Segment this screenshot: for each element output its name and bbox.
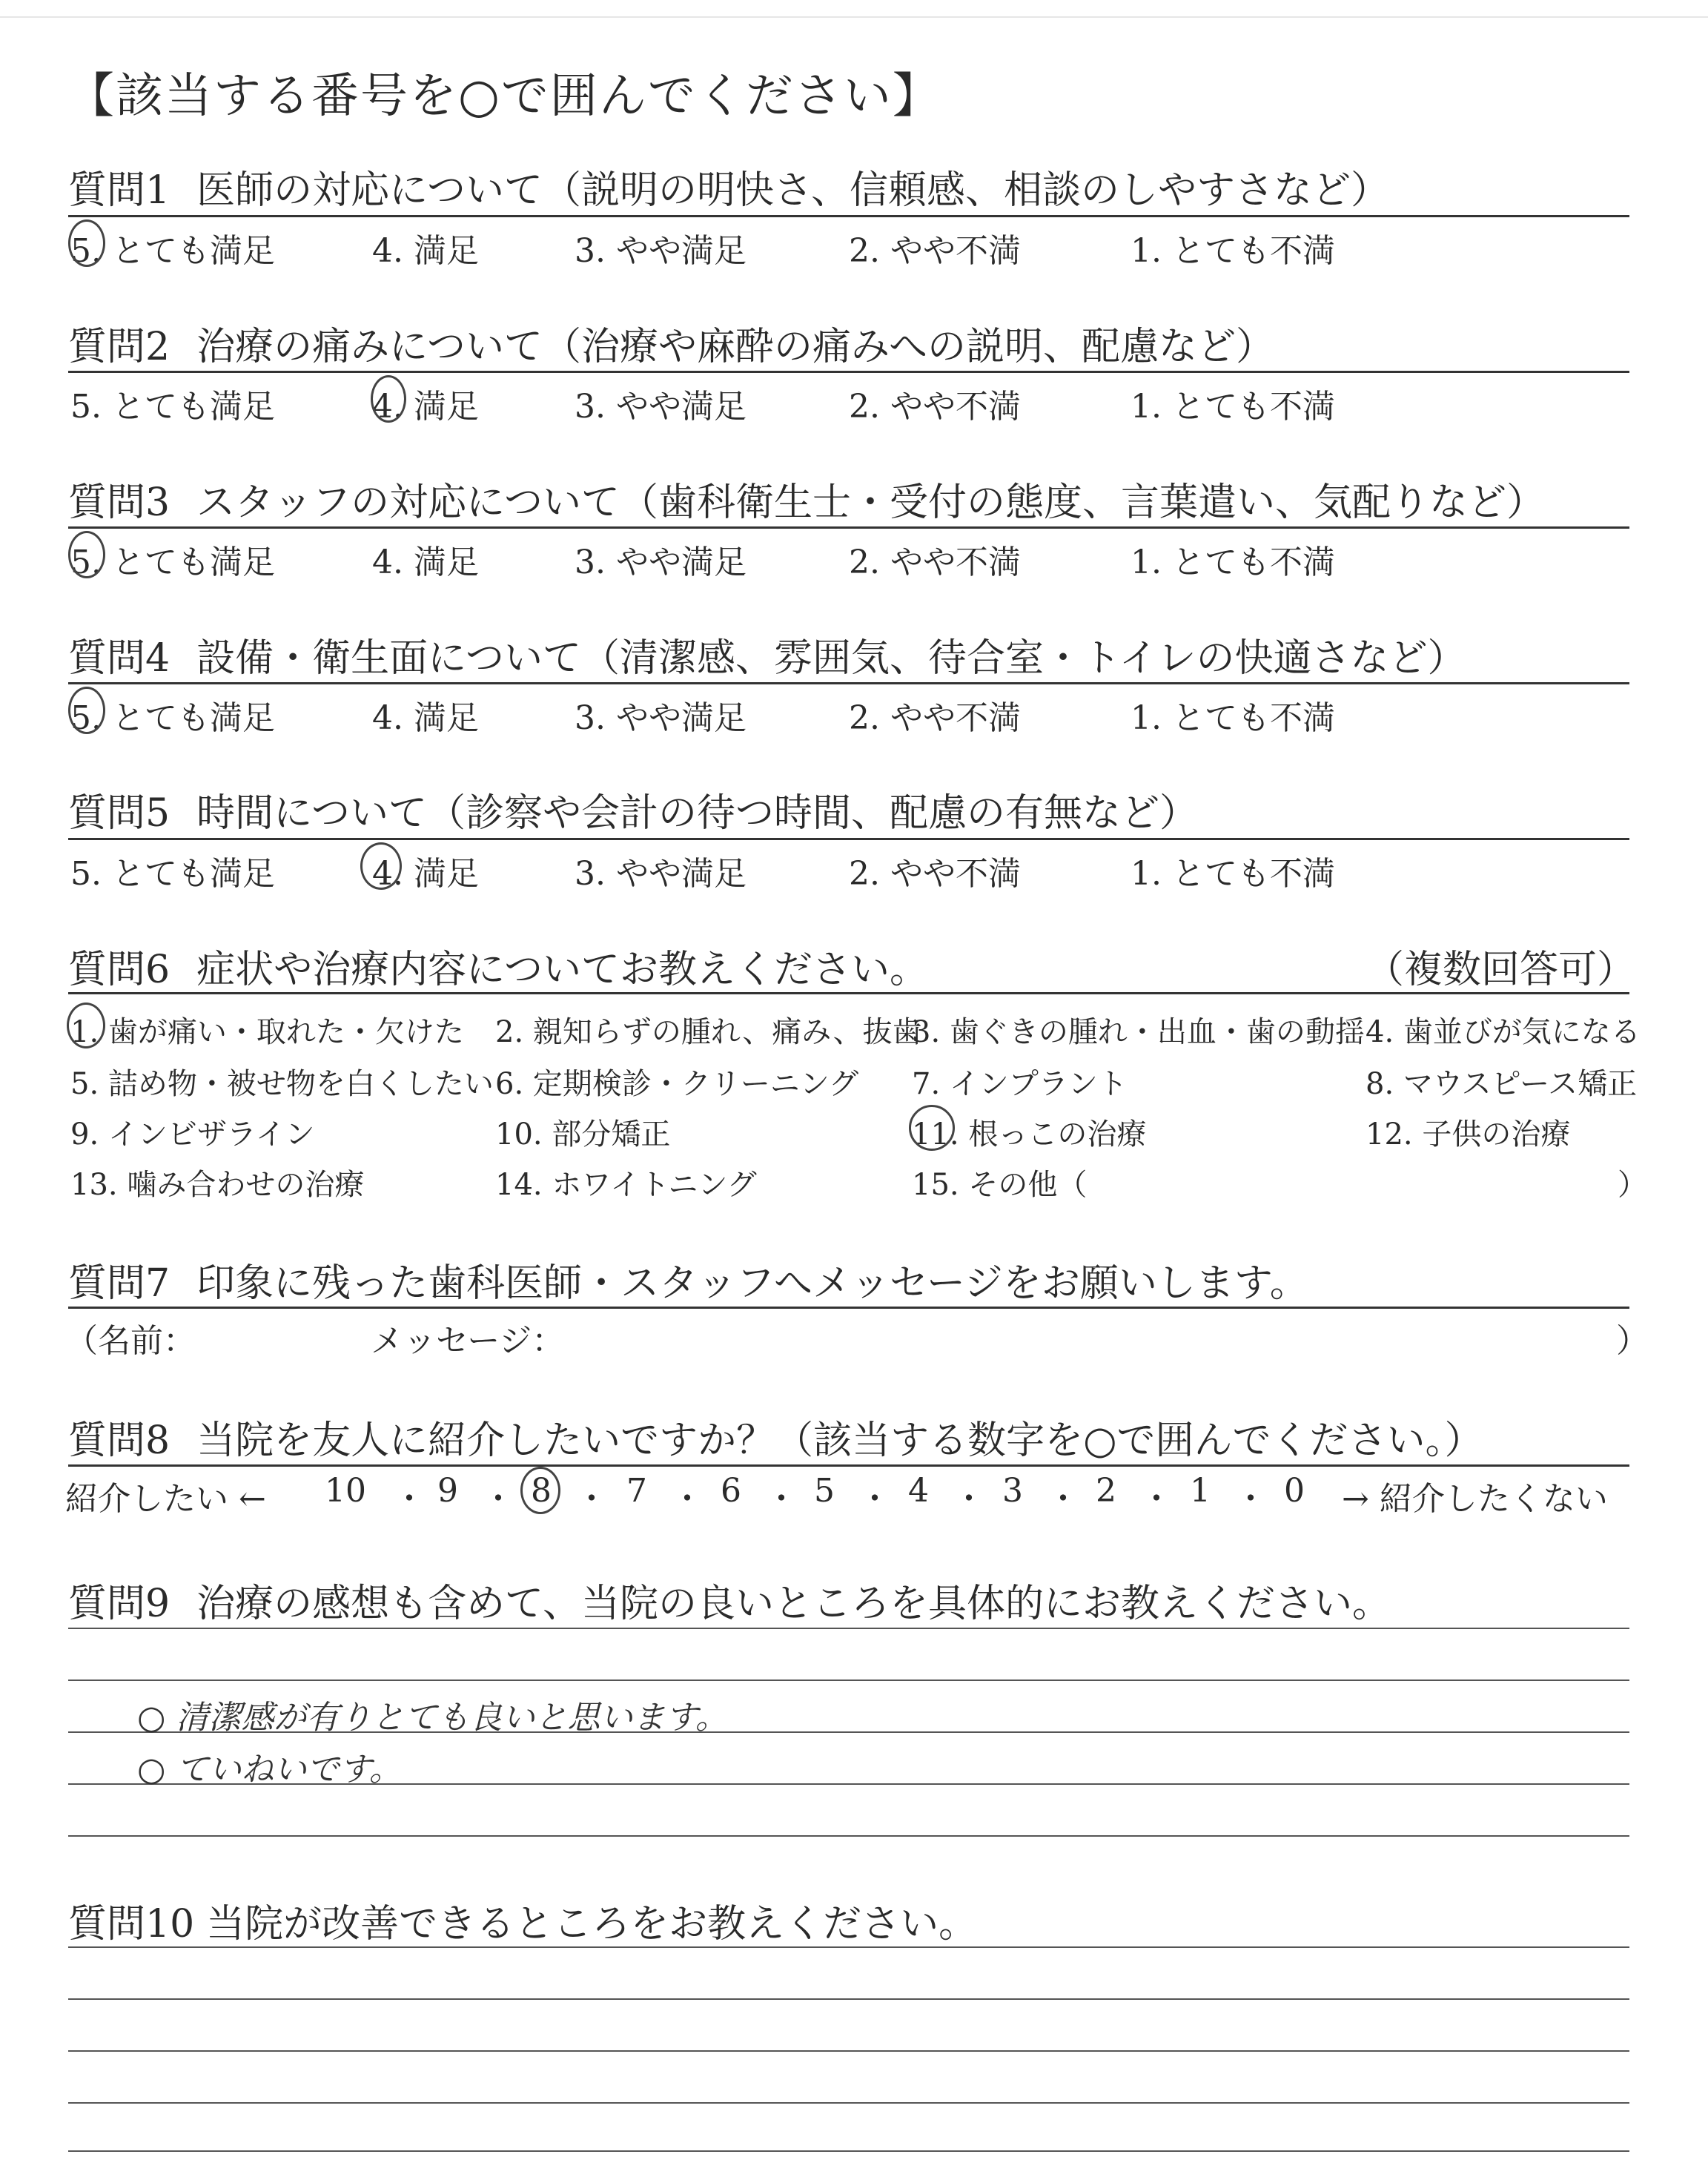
q8-number-5[interactable]: 5 [814, 1472, 835, 1510]
q4-selection-circle [68, 687, 105, 734]
q1-option-4[interactable]: 4. 満足 [372, 232, 479, 270]
q2-option-3[interactable]: 3. やや満足 [575, 388, 747, 426]
q2-option-4[interactable]: 4. 満足 [372, 388, 479, 426]
question-6-note: （複数回答可） [1366, 948, 1636, 992]
question-10-label: 質問10 [68, 1902, 195, 1946]
q1-selection-circle [68, 219, 105, 267]
q10-answer-line [68, 1998, 1629, 2000]
question-3-rule [68, 526, 1629, 529]
q6-item-1[interactable]: 1. 歯が痛い・取れた・欠けた [70, 1015, 464, 1049]
question-5 [68, 782, 1198, 837]
q5-selection-circle [360, 842, 402, 890]
q8-number-10[interactable]: 10 [325, 1472, 366, 1510]
question-4-text: 設備・衛生面について（清潔感、雰囲気、待合室・トイレの快適さなど） [196, 636, 1466, 681]
q1-option-2[interactable]: 2. やや不満 [849, 232, 1021, 270]
question-3 [68, 471, 1545, 526]
q6-item-15-close: ） [1618, 1168, 1647, 1202]
q7-name-label: （名前： [65, 1322, 196, 1360]
q2-option-1[interactable]: 1. とても不満 [1131, 388, 1335, 426]
question-7-text: 印象に残った歯科医師・スタッフへメッセージをお願いします。 [196, 1261, 1308, 1306]
q6-item-9[interactable]: 9. インビザライン [70, 1117, 315, 1152]
question-9 [68, 1572, 1391, 1628]
q8-dot: ・ [858, 1480, 891, 1518]
q6-item-11[interactable]: 11. 根っこの治療 [912, 1117, 1147, 1152]
q8-number-4[interactable]: 4 [908, 1472, 929, 1510]
q8-number-7[interactable]: 7 [626, 1472, 647, 1510]
q8-dot: ・ [953, 1480, 985, 1518]
q6-item-12[interactable]: 12. 子供の治療 [1366, 1117, 1571, 1152]
q8-dot: ・ [1234, 1480, 1267, 1518]
q8-dot: ・ [393, 1480, 426, 1518]
q3-option-3[interactable]: 3. やや満足 [575, 544, 747, 581]
q4-option-4[interactable]: 4. 満足 [372, 699, 479, 737]
question-3-label: 質問3 [68, 480, 171, 525]
question-4-rule [68, 682, 1629, 684]
q2-option-2[interactable]: 2. やや不満 [849, 388, 1021, 426]
question-10 [68, 1892, 977, 1948]
q10-answer-line [68, 2150, 1629, 2152]
q6-item-6[interactable]: 6. 定期検診・クリーニング [495, 1067, 859, 1101]
q5-option-5[interactable]: 5. とても満足 [70, 855, 275, 893]
question-6-label: 質問6 [68, 948, 171, 992]
q4-option-1[interactable]: 1. とても不満 [1131, 699, 1335, 737]
question-8-text: 当院を友人に紹介したいですか？（該当する数字を○で囲んでください。） [196, 1418, 1483, 1463]
q4-option-2[interactable]: 2. やや不満 [849, 699, 1021, 737]
q3-option-5[interactable]: 5. とても満足 [70, 544, 275, 581]
q6-item-3[interactable]: 3. 歯ぐきの腫れ・出血・歯の動揺 [912, 1015, 1365, 1049]
q2-selection-circle [371, 375, 406, 423]
q6-item-14[interactable]: 14. ホワイトニング [495, 1168, 757, 1202]
q8-dot: ・ [575, 1480, 608, 1518]
q3-option-1[interactable]: 1. とても不満 [1131, 544, 1335, 581]
question-1-text: 医師の対応について（説明の明快さ、信頼感、相談のしやすさなど） [196, 168, 1389, 213]
q8-dot: ・ [482, 1480, 514, 1518]
question-2 [68, 315, 1274, 371]
q8-dot: ・ [671, 1480, 704, 1518]
q6-item-10[interactable]: 10. 部分矯正 [495, 1117, 671, 1152]
question-7-rule [68, 1307, 1629, 1309]
scan-edge [0, 16, 1708, 18]
q1-option-3[interactable]: 3. やや満足 [575, 232, 747, 270]
q8-number-2[interactable]: 2 [1096, 1472, 1116, 1510]
question-1 [68, 159, 1389, 214]
question-6 [68, 938, 928, 994]
question-9-text: 治療の感想も含めて、当院の良いところを具体的にお教えください。 [196, 1582, 1391, 1626]
q3-selection-circle [68, 531, 105, 578]
q5-option-4[interactable]: 4. 満足 [372, 855, 479, 893]
question-7-label: 質問7 [68, 1261, 171, 1306]
q3-option-2[interactable]: 2. やや不満 [849, 544, 1021, 581]
q6-item-4[interactable]: 4. 歯並びが気になる [1366, 1015, 1641, 1049]
question-2-text: 治療の痛みについて（治療や麻酔の痛みへの説明、配慮など） [196, 325, 1275, 369]
q8-dot: ・ [1140, 1480, 1173, 1518]
question-6-rule [68, 992, 1629, 994]
question-8-label: 質問8 [68, 1418, 171, 1463]
q9-handwritten-answer-2: ○ ていねいです。 [137, 1751, 402, 1789]
instructions-heading: 【該当する番号を○で囲んでください】 [67, 69, 941, 124]
q6-item-13[interactable]: 13. 噛み合わせの治療 [70, 1168, 365, 1202]
q5-option-3[interactable]: 3. やや満足 [575, 855, 747, 893]
q10-answer-line [68, 1946, 1629, 1948]
question-4-label: 質問4 [68, 636, 171, 681]
question-9-label: 質問9 [68, 1582, 171, 1626]
q6-selection-circle-11 [909, 1105, 955, 1151]
q10-answer-line [68, 2102, 1629, 2104]
q1-option-5[interactable]: 5. とても満足 [70, 232, 275, 270]
q4-option-5[interactable]: 5. とても満足 [70, 699, 275, 737]
q6-item-15[interactable]: 15. その他（ [912, 1168, 1088, 1202]
question-1-label: 質問1 [68, 168, 171, 213]
question-2-label: 質問2 [68, 325, 171, 369]
question-1-rule [68, 215, 1629, 217]
question-8-rule [68, 1464, 1629, 1467]
question-3-text: スタッフの対応について（歯科衛生士・受付の態度、言葉遣い、気配りなど） [196, 480, 1546, 525]
q8-number-9[interactable]: 9 [437, 1472, 458, 1510]
question-6-text: 症状や治療内容についてお教えください。 [196, 948, 929, 992]
question-5-text: 時間について（診察や会計の待つ時間、配慮の有無など） [196, 791, 1199, 836]
question-5-rule [68, 838, 1629, 840]
question-2-rule [68, 371, 1629, 373]
q6-item-5[interactable]: 5. 詰め物・被せ物を白くしたい [70, 1067, 494, 1101]
q7-message-label: メッセージ： [371, 1322, 565, 1360]
question-7 [68, 1252, 1308, 1307]
question-4 [68, 627, 1466, 682]
q8-number-0[interactable]: 0 [1284, 1472, 1305, 1510]
q8-number-1[interactable]: 1 [1190, 1472, 1211, 1510]
q8-number-3[interactable]: 3 [1002, 1472, 1023, 1510]
q9-handwritten-answer-1: ○ 清潔感が有りとても良いと思います。 [137, 1699, 728, 1737]
q6-selection-circle-1 [67, 1003, 105, 1048]
q6-item-8[interactable]: 8. マウスピース矯正 [1366, 1067, 1638, 1101]
q10-answer-line [68, 2050, 1629, 2052]
q7-close-paren: ） [1616, 1322, 1649, 1360]
q8-left-label: 紹介したい ← [65, 1480, 266, 1518]
q9-answer-line [68, 1628, 1629, 1629]
question-8 [68, 1409, 1483, 1464]
q8-number-8[interactable]: 8 [531, 1472, 552, 1510]
q8-right-label: → 紹介したくない [1342, 1480, 1608, 1518]
question-5-label: 質問5 [68, 791, 171, 836]
q5-option-1[interactable]: 1. とても不満 [1131, 855, 1335, 893]
q8-dot: ・ [765, 1480, 798, 1518]
q8-number-6[interactable]: 6 [721, 1472, 741, 1510]
q2-option-5[interactable]: 5. とても満足 [70, 388, 275, 426]
q8-selection-circle [520, 1467, 560, 1514]
question-10-text: 当院が改善できるところをお教えください。 [206, 1902, 978, 1946]
q6-item-2[interactable]: 2. 親知らずの腫れ、痛み、抜歯 [495, 1015, 922, 1049]
q4-option-3[interactable]: 3. やや満足 [575, 699, 747, 737]
q6-item-7[interactable]: 7. インプラント [912, 1067, 1128, 1101]
q8-dot: ・ [1047, 1480, 1079, 1518]
q3-option-4[interactable]: 4. 満足 [372, 544, 479, 581]
q9-answer-line [68, 1680, 1629, 1681]
q5-option-2[interactable]: 2. やや不満 [849, 855, 1021, 893]
q1-option-1[interactable]: 1. とても不満 [1131, 232, 1335, 270]
q9-answer-line [68, 1835, 1629, 1837]
